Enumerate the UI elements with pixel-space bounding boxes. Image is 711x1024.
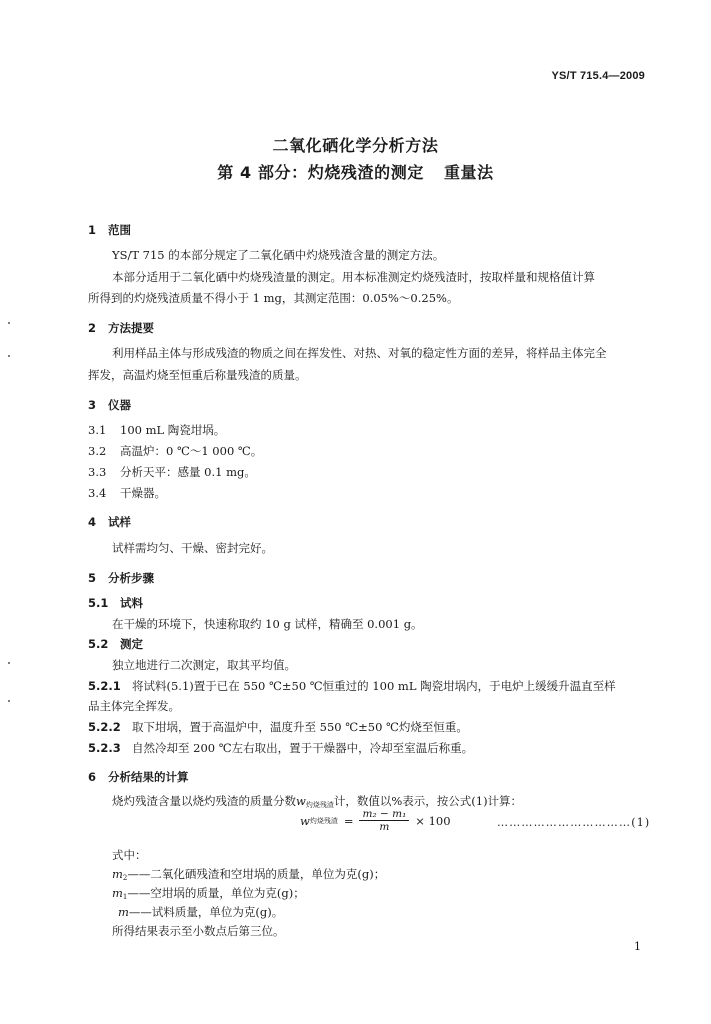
- formula-1: [300, 808, 451, 833]
- subsection-5-2-3: 5.2.3 自然冷却至 200 ℃左右取出，置于干燥器中，冷却至室温后称重。: [88, 741, 474, 755]
- section-6-heading: 6 分析结果的计算: [88, 770, 189, 784]
- formula-numerator: m₂ − m₁: [359, 808, 409, 821]
- page-number: 1: [634, 940, 641, 953]
- formula-denominator: m: [379, 821, 390, 833]
- subsection-5-2-text: 独立地进行二次测定，取其平均值。: [112, 658, 296, 672]
- section-1-p2b: 所得到的灼烧残渣质量不得小于 1 mg，其测定范围：0.05%～0.25%。: [88, 291, 459, 305]
- list-item: 3.4 干燥器。: [88, 486, 166, 500]
- section-2-heading: 2 方法提要: [88, 321, 154, 335]
- section-2-p1a: 利用样品主体与形成残渣的物质之间在挥发性、对热、对氧的稳定性方面的差异，将样品主体完全: [112, 346, 607, 360]
- subsection-5-2-1-cont: 品主体完全挥发。: [88, 699, 180, 713]
- doc-subtitle: [0, 160, 711, 183]
- subtitle-part: 第 4 部分：灼烧残渣的测定: [217, 163, 424, 182]
- formula-equals: =: [343, 813, 354, 828]
- formula-lhs-subscript: 灼烧残渣: [309, 816, 338, 825]
- subsection-5-1-text: 在干燥的环境下，快速称取约 10 g 试样，精确至 0.001 g。: [112, 617, 423, 631]
- section-3-heading: 3 仪器: [88, 398, 131, 412]
- doc-title: 二氧化硒化学分析方法: [272, 136, 439, 155]
- section-2-p1b: 挥发，高温灼烧至恒重后称量残渣的质量。: [88, 368, 307, 382]
- scan-mark: [8, 700, 10, 702]
- section-1-p1: YS/T 715 的本部分规定了二氧化硒中灼烧残渣含量的测定方法。: [112, 248, 445, 262]
- result-precision-note: 所得结果表示至小数点后第三位。: [112, 924, 285, 938]
- variable-definition: m2——二氧化硒残渣和空坩埚的质量，单位为克(g)；: [112, 867, 386, 882]
- subsection-5-2-heading: 5.2 测定: [88, 637, 143, 651]
- list-item: 3.3 分析天平：感量 0.1 mg。: [88, 465, 256, 479]
- subsection-5-1-heading: 5.1 试料: [88, 596, 143, 610]
- formula-lhs: w: [300, 813, 310, 828]
- section-1-heading: 1 范围: [88, 223, 131, 237]
- section-5-heading: 5 分析步骤: [88, 571, 154, 585]
- equation-number: ……………………………(1): [497, 816, 651, 829]
- subsection-5-2-1: 5.2.1 将试料(5.1)置于已在 550 ℃±50 ℃恒重过的 100 mL 陶瓷坩埚内，于电炉上缓缓升温直至样: [88, 679, 616, 693]
- scan-mark: [8, 322, 10, 324]
- list-item: 3.2 高温炉：0 ℃～1 000 ℃。: [88, 444, 263, 458]
- scan-mark: [8, 355, 10, 357]
- variable-definition: m1——空坩埚的质量，单位为克(g)；: [112, 886, 305, 901]
- section-4-p1: 试样需均匀、干燥、密封完好。: [112, 541, 273, 555]
- subtitle-method: 重量法: [443, 163, 494, 182]
- section-6-intro: 烧灼残渣含量以烧灼残渣的质量分数w灼烧残渣计，数值以%表示，按公式(1)计算：: [112, 794, 523, 809]
- formula-fraction: [359, 808, 409, 833]
- variable-definition: m——试料质量，单位为克(g)。: [118, 905, 284, 919]
- where-label: 式中：: [112, 848, 147, 862]
- formula-times: × 100: [415, 813, 451, 828]
- standard-code: YS/T 715.4—2009: [551, 70, 645, 82]
- subsection-5-2-2: 5.2.2 取下坩埚，置于高温炉中，温度升至 550 ℃±50 ℃灼烧至恒重。: [88, 720, 468, 734]
- scan-mark: [8, 662, 10, 664]
- section-4-heading: 4 试样: [88, 515, 131, 529]
- list-item: 3.1 100 mL 陶瓷坩埚。: [88, 423, 226, 437]
- section-1-p2a: 本部分适用于二氧化硒中灼烧残渣量的测定。用本标准测定灼烧残渣时，按取样量和规格值计算: [112, 270, 595, 284]
